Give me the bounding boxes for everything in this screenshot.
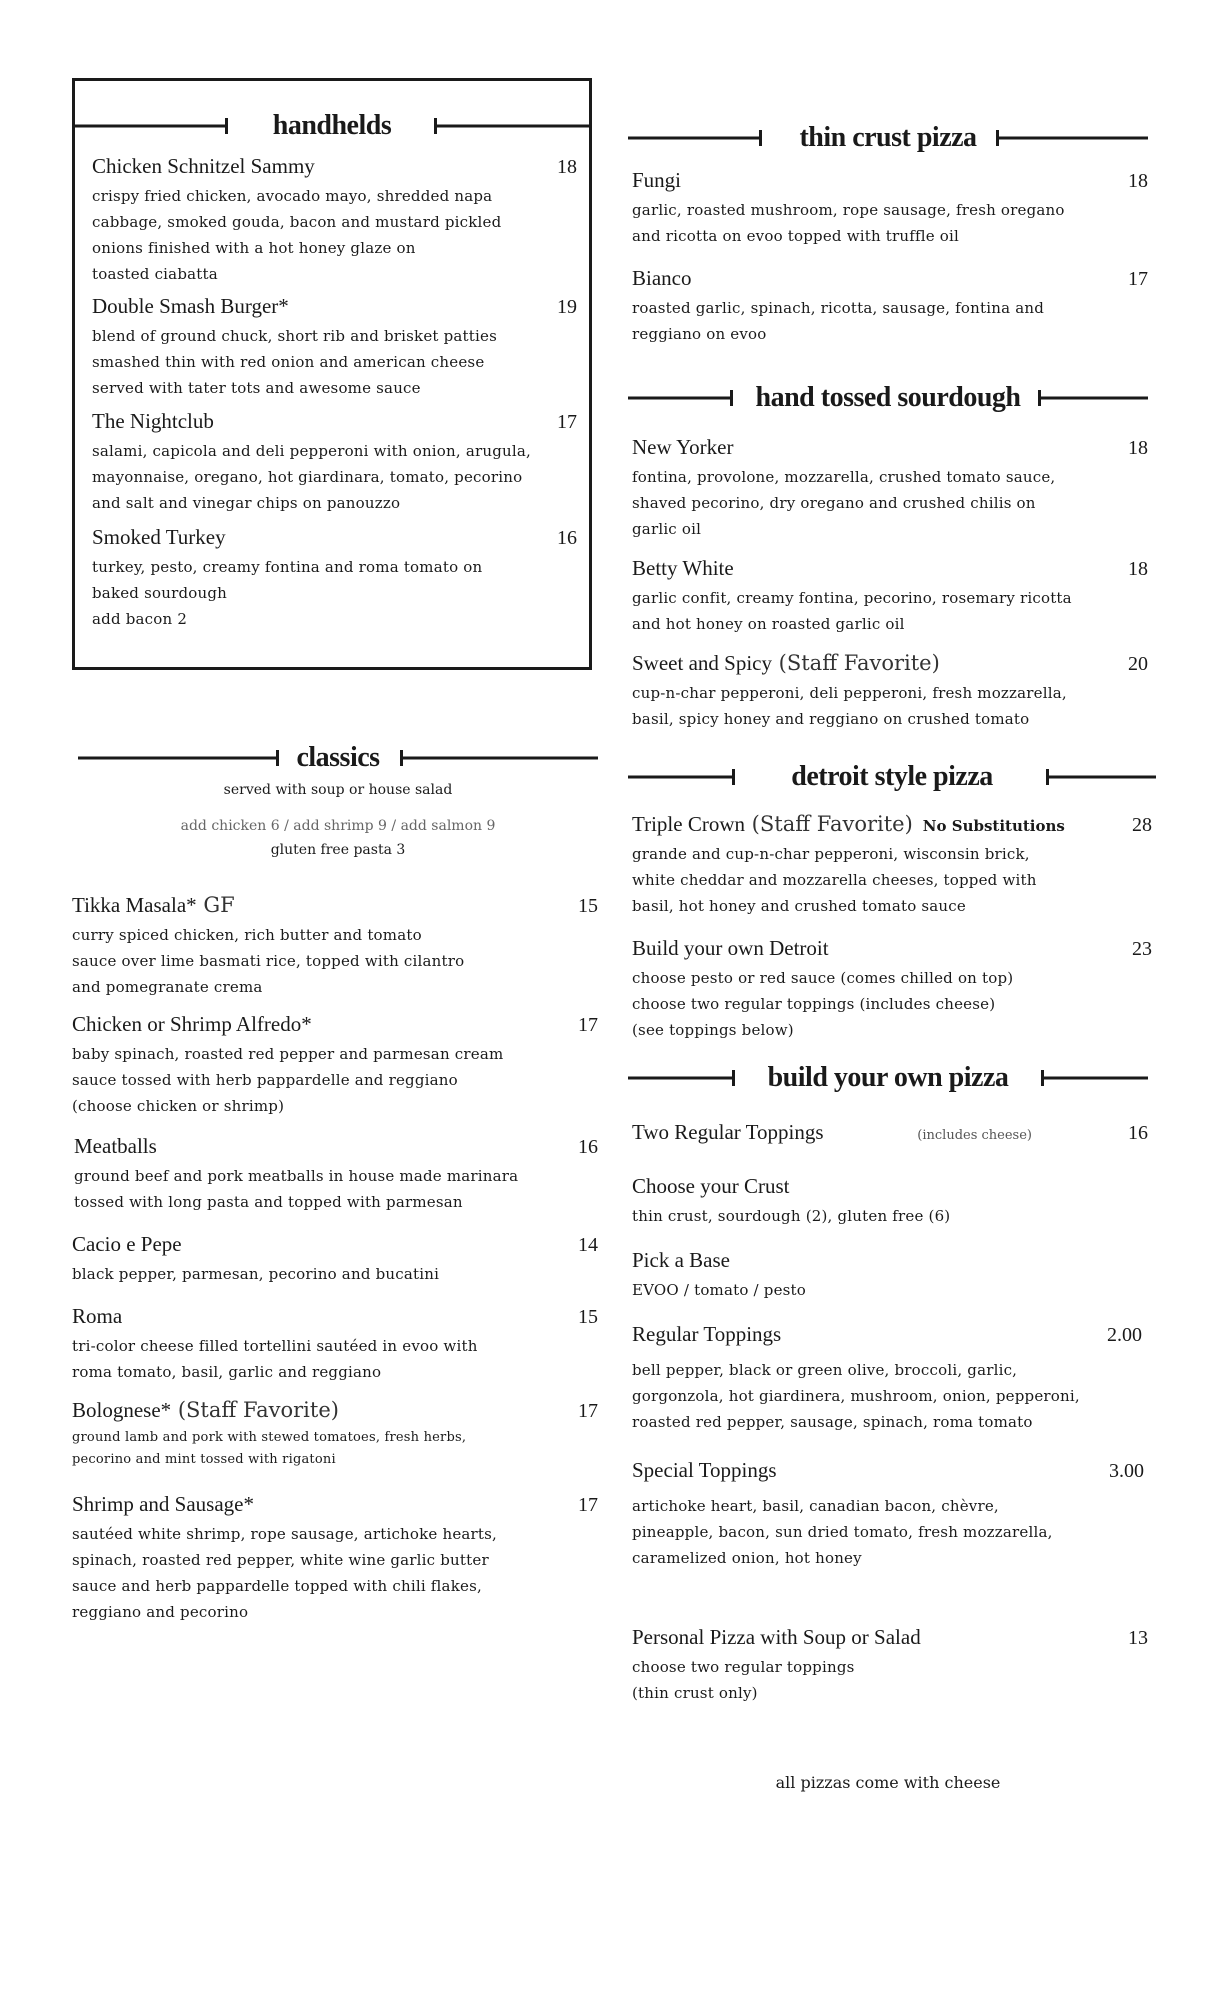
item-price: 18 — [1128, 558, 1148, 580]
sourdough-header — [628, 378, 1148, 418]
menu-item — [632, 556, 1148, 637]
item-name: Two Regular Toppings — [632, 1120, 824, 1144]
item-description: crispy fried chicken, avocado mayo, shredded napa cabbage, smoked gouda, bacon and mustard pickled onions finished with a hot honey glaze on toasted ciabatta — [92, 187, 502, 283]
item-price: 18 — [1128, 170, 1148, 192]
item-description: thin crust, sourdough (2), gluten free (6) — [632, 1207, 951, 1225]
item-name: Choose your Crust — [632, 1174, 790, 1198]
item-description: salami, capicola and deli pepperoni with onion, arugula, mayonnaise, oregano, hot giardinara, tomato, pecorino and salt and vinegar chips on panouzzo — [92, 442, 531, 512]
menu-item — [72, 1492, 598, 1625]
item-price: 23 — [1132, 938, 1152, 960]
item-name: Bolognese* — [72, 1398, 172, 1422]
item-price: 28 — [1132, 814, 1152, 836]
item-description: artichoke heart, basil, canadian bacon, chèvre, pineapple, bacon, sun dried tomato, fresh mozzarella, caramelized onion, hot honey — [632, 1497, 1053, 1567]
handhelds-header — [72, 106, 592, 146]
item-price: 13 — [1128, 1627, 1148, 1649]
item-name: Shrimp and Sausage* — [72, 1492, 254, 1516]
item-price: 17 — [557, 411, 577, 433]
item-name: Chicken Schnitzel Sammy — [92, 154, 315, 178]
menu-item — [92, 409, 577, 516]
item-name: Regular Toppings — [632, 1322, 782, 1346]
byo-title: build your own pizza — [767, 1062, 1009, 1093]
item-name: Tikka Masala* — [72, 893, 197, 917]
no-substitutions-note: No Substitutions — [922, 817, 1065, 835]
menu-item — [632, 266, 1148, 347]
item-description: garlic confit, creamy fontina, pecorino, rosemary ricotta and hot honey on roasted garlic oil — [632, 589, 1072, 633]
item-price: 16 — [1128, 1122, 1148, 1144]
item-price: 16 — [578, 1136, 598, 1158]
item-price: 15 — [578, 895, 598, 917]
item-price: 18 — [1128, 437, 1148, 459]
item-price: 2.00 — [1107, 1324, 1142, 1346]
item-description: curry spiced chicken, rich butter and tomato sauce over lime basmati rice, topped with cilantro and pomegranate crema — [72, 926, 465, 996]
menu-item — [92, 525, 577, 632]
item-description: grande and cup-n-char pepperoni, wisconsin brick, white cheddar and mozzarella cheeses, topped with basil, hot honey and crushed tomato sauce — [632, 845, 1037, 915]
item-price: 17 — [578, 1400, 598, 1422]
item-price: 14 — [578, 1234, 598, 1256]
item-tag: (Staff Favorite) — [171, 1398, 339, 1422]
item-price: 17 — [578, 1014, 598, 1036]
item-price: 18 — [557, 156, 577, 178]
sourdough-title: hand tossed sourdough — [755, 382, 1021, 413]
item-name: Special Toppings — [632, 1458, 777, 1482]
item-description: bell pepper, black or green olive, broccoli, garlic, gorgonzola, hot giardinera, mushroom, onion, pepperoni, roasted red pepper, sausage, spinach, roma tomato — [632, 1361, 1080, 1431]
item-description: blend of ground chuck, short rib and brisket patties smashed thin with red onion and american cheese served with tater tots and awesome sauce — [92, 327, 497, 397]
menu-item — [72, 1304, 598, 1385]
item-tag: (Staff Favorite) — [745, 812, 913, 836]
item-description: cup-n-char pepperoni, deli pepperoni, fresh mozzarella, basil, spicy honey and reggiano on crushed tomato — [632, 684, 1067, 728]
item-description: ground beef and pork meatballs in house made marinara tossed with long pasta and topped with parmesan — [74, 1167, 519, 1211]
gluten-free-note: gluten free pasta 3 — [270, 842, 406, 858]
menu-item — [92, 154, 577, 287]
classics-subtitle: served with soup or house salad — [223, 782, 453, 798]
item-description: baby spinach, roasted red pepper and parmesan cream sauce tossed with herb pappardelle and reggiano (choose chicken or shrimp) — [72, 1045, 504, 1115]
item-name: Roma — [72, 1304, 123, 1328]
byo-header — [628, 1058, 1148, 1098]
includes-cheese-tag: (includes cheese) — [917, 1128, 1032, 1143]
menu-item — [632, 168, 1148, 249]
item-name: Cacio e Pepe — [72, 1232, 182, 1256]
item-price: 3.00 — [1109, 1460, 1144, 1482]
menu-item — [632, 1625, 1148, 1706]
item-name: Triple Crown — [632, 812, 745, 836]
item-name: Pick a Base — [632, 1248, 730, 1272]
menu-item — [632, 1322, 1148, 1435]
detroit-header — [628, 757, 1156, 797]
item-name: Chicken or Shrimp Alfredo* — [72, 1012, 312, 1036]
item-name: Fungi — [632, 168, 682, 192]
menu-item — [74, 1134, 598, 1215]
classics-title: classics — [296, 742, 380, 773]
menu-item — [72, 1232, 598, 1287]
item-name: Betty White — [632, 556, 734, 580]
item-name: Meatballs — [74, 1134, 157, 1158]
item-name: Sweet and Spicy — [632, 651, 772, 675]
item-name: Smoked Turkey — [92, 525, 226, 549]
item-description: choose two regular toppings (thin crust only) — [632, 1658, 855, 1702]
menu-item — [632, 936, 1152, 1043]
item-description: sautéed white shrimp, rope sausage, artichoke hearts, spinach, roasted red pepper, white wine garlic butter sauce and herb pappardelle topped with chili flakes, reggiano and pecorino — [72, 1525, 498, 1621]
item-price: 17 — [578, 1494, 598, 1516]
item-description: ground lamb and pork with stewed tomatoes, fresh herbs, pecorino and mint tossed with rigatoni — [72, 1430, 467, 1467]
item-name: Personal Pizza with Soup or Salad — [632, 1625, 921, 1649]
menu-item — [632, 1248, 1148, 1303]
item-name: The Nightclub — [92, 409, 214, 433]
item-description: black pepper, parmesan, pecorino and bucatini — [72, 1265, 440, 1283]
menu-item — [632, 435, 1148, 542]
menu-item — [632, 1120, 1148, 1145]
menu-item — [72, 1012, 598, 1119]
item-name: Build your own Detroit — [632, 936, 829, 960]
menu-item — [72, 1398, 598, 1471]
item-description: roasted garlic, spinach, ricotta, sausage, fontina and reggiano on evoo — [632, 299, 1044, 343]
item-description: fontina, provolone, mozzarella, crushed tomato sauce, shaved pecorino, dry oregano and crushed chilis on garlic oil — [632, 468, 1056, 538]
handhelds-title: handhelds — [272, 110, 392, 141]
menu-item — [72, 893, 598, 1000]
menu-item — [92, 294, 577, 401]
thin-crust-header — [628, 118, 1148, 158]
item-description: EVOO / tomato / pesto — [632, 1281, 807, 1299]
classics-header — [78, 738, 598, 778]
item-price: 19 — [557, 296, 577, 318]
item-tag: GF — [196, 893, 235, 917]
item-tag: (Staff Favorite) — [771, 651, 940, 675]
footer-note: all pizzas come with cheese — [775, 1773, 1001, 1792]
menu-item — [632, 651, 1148, 732]
item-name: Bianco — [632, 266, 692, 290]
item-description: choose pesto or red sauce (comes chilled on top) choose two regular toppings (includes cheese) (see toppings below) — [632, 969, 1014, 1039]
item-name: Double Smash Burger* — [92, 294, 289, 318]
detroit-title: detroit style pizza — [791, 761, 993, 792]
item-price: 15 — [578, 1306, 598, 1328]
item-price: 20 — [1128, 653, 1148, 675]
classics-addons: add chicken 6 / add shrimp 9 / add salmon 9 — [180, 818, 496, 834]
menu-item — [632, 1458, 1148, 1571]
item-price: 16 — [557, 527, 577, 549]
item-price: 17 — [1128, 268, 1148, 290]
menu-item — [632, 812, 1152, 919]
item-description: tri-color cheese filled tortellini sautéed in evoo with roma tomato, basil, garlic and reggiano — [72, 1337, 478, 1381]
menu-item — [632, 1174, 1148, 1229]
item-name: New Yorker — [632, 435, 734, 459]
thin-crust-title: thin crust pizza — [799, 122, 977, 153]
item-description: turkey, pesto, creamy fontina and roma tomato on baked sourdough add bacon 2 — [92, 558, 483, 628]
item-description: garlic, roasted mushroom, rope sausage, fresh oregano and ricotta on evoo topped with truffle oil — [632, 201, 1065, 245]
